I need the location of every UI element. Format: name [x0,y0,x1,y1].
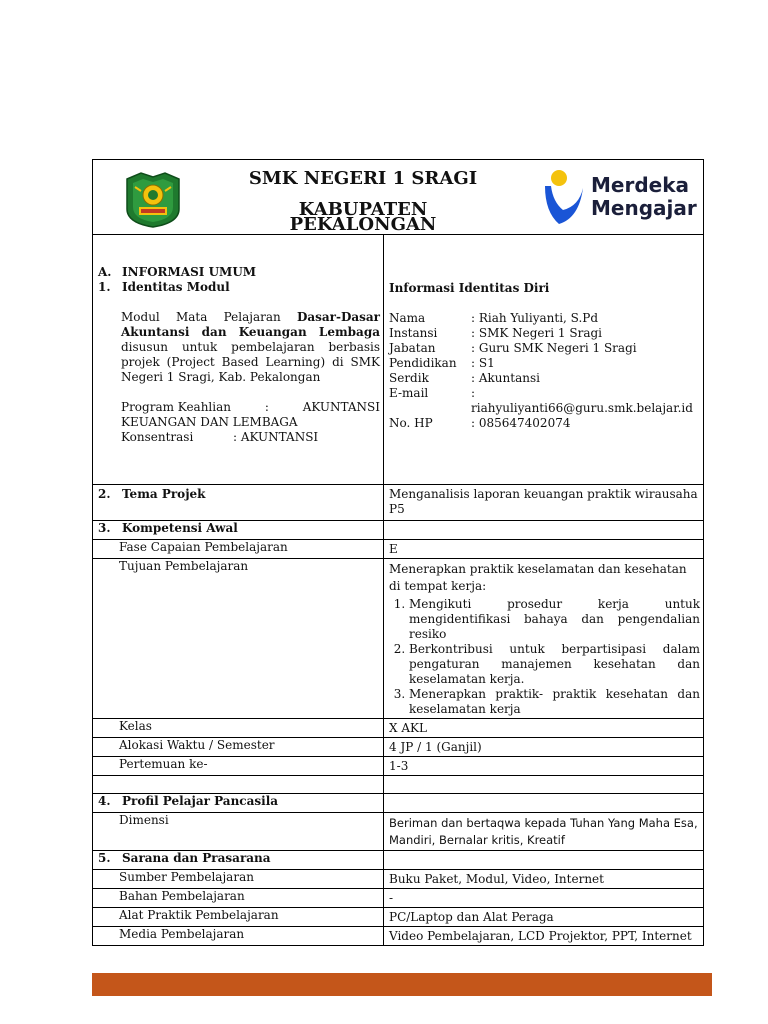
alat-value: PC/Laptop dan Alat Peraga [384,908,704,927]
alokasi-label: Alokasi Waktu / Semester [93,738,384,757]
alokasi-value: 4 JP / 1 (Ganjil) [384,738,704,757]
footer-bar [92,973,712,996]
item-number: 1. [98,280,111,294]
media-label: Media Pembelajaran [93,927,384,946]
identity-cell [384,235,704,485]
sarana-label-cell: 5. Sarana dan Prasarana [93,851,384,870]
program-info: Program Keahlian : AKUNTANSI KEUANGAN DAN LEMBAGA Konsentrasi : AKUNTANSI [121,400,380,444]
merdeka-text: Merdeka [591,173,690,197]
pertemuan-value: 1-3 [384,757,704,776]
bahan-value: - [384,889,704,908]
tema-value: Menganalisis laporan keuangan praktik wirausaha P5 [384,485,704,521]
merdeka-mengajar-logo [539,168,701,230]
identity-title: Informasi Identitas Diri [389,281,550,295]
list-item: 2. Berkontribusi untuk berpartisipasi dalam pengaturan manajemen kesehatan dan keselamatan kerja. [409,642,700,687]
mengajar-text: Mengajar [591,196,697,220]
tema-label-cell: 2. Tema Projek [93,485,384,521]
school-emblem-icon [121,169,185,229]
module-document [92,159,704,946]
fase-value: E [384,540,704,559]
school-name: SMK NEGERI 1 SRAGI [248,168,478,189]
media-value: Video Pembelajaran, LCD Projektor, PPT, Internet [384,927,704,946]
list-item: 1. Mengikuti prosedur kerja untuk mengidentifikasi bahaya dan pengendalian resiko [409,597,700,642]
kelas-label: Kelas [93,719,384,738]
section-letter: A. [98,265,112,279]
tujuan-label: Tujuan Pembelajaran [93,559,384,719]
tujuan-value-cell [384,559,704,719]
alat-label: Alat Praktik Pembelajaran [93,908,384,927]
general-info-cell [93,235,384,485]
list-item: 3. Menerapkan praktik- praktik kesehatan dan keselamatan kerja [409,687,700,717]
pertemuan-label: Pertemuan ke- [93,757,384,776]
kelas-value: X AKL [384,719,704,738]
dimensi-value: Beriman dan bertaqwa kepada Tuhan Yang Maha Esa, Mandiri, Bernalar kritis, Kreatif [384,813,704,851]
sumber-label: Sumber Pembelajaran [93,870,384,889]
section-title: INFORMASI UMUM [122,265,257,279]
fase-label: Fase Capaian Pembelajaran [93,540,384,559]
module-description: Modul Mata Pelajaran Dasar-Dasar Akuntansi dan Keuangan Lembaga disusun untuk pembelajaran berbasis projek (Project Based Learning) di SMK Negeri 1 Sragi, Kab. Pekalongan [121,310,380,384]
merdeka-mengajar-icon [539,168,591,228]
dimensi-label: Dimensi [93,813,384,851]
module-table [92,159,704,946]
district-name: KABUPATEN PEKALONGAN [289,199,437,235]
profil-label-cell: 4. Profil Pelajar Pancasila [93,794,384,813]
sumber-value: Buku Paket, Modul, Video, Internet [384,870,704,889]
tujuan-intro: Menerapkan praktik keselamatan dan kesehatan di tempat kerja: [389,562,687,593]
identity-rows: Nama : Riah Yuliyanti, S.Pd Instansi : SMK Negeri 1 Sragi Jabatan : Guru SMK Negeri 1 Sragi Pendidikan : S1 Serdik : Akuntansi E-mail : riahyuliyanti66@guru.smk.belajar.id No. HP : 085647402074 [389,311,693,430]
document-header [93,160,704,235]
item-title: Identitas Modul [122,280,230,294]
goals-list [389,597,700,717]
kompetensi-label-cell: 3. Kompetensi Awal [93,521,384,540]
bahan-label: Bahan Pembelajaran [93,889,384,908]
